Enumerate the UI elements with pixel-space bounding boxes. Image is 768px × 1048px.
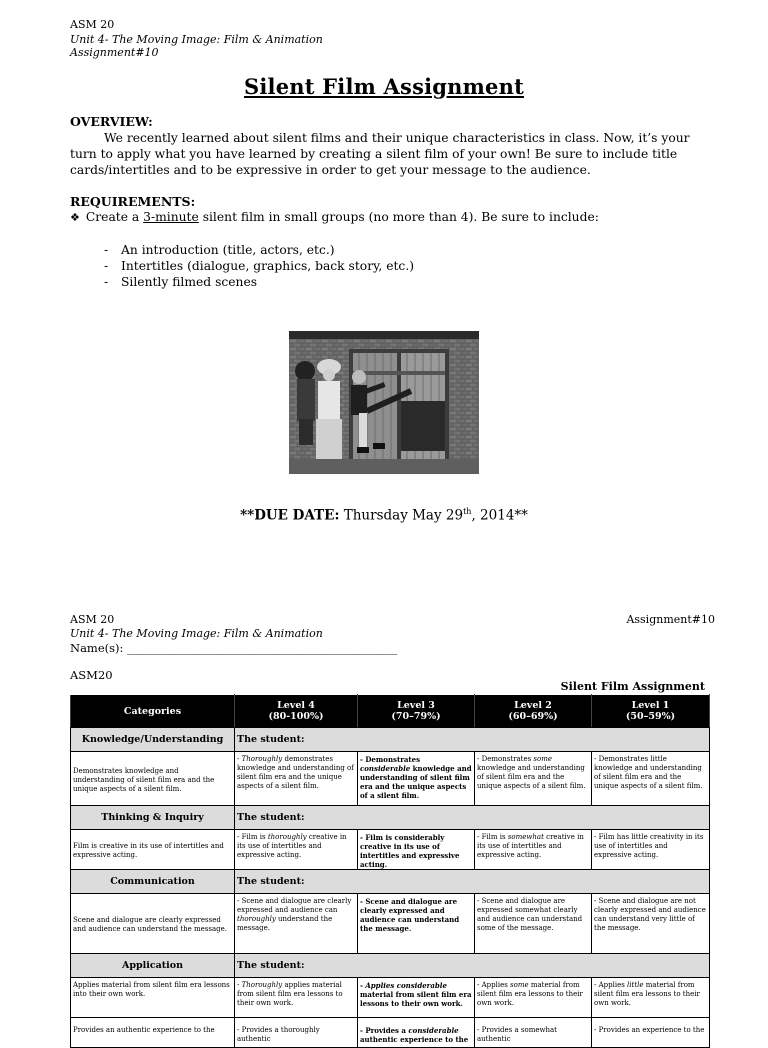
requirement-list xyxy=(104,242,414,290)
silent-film-still-image xyxy=(289,331,479,474)
table-row: Scene and dialogue are clearly expressed and audience can understand the message. - Scene and dialogue are clearly expressed and audience can thoroughly understand the message. - Scene and dialogue are clearly expressed and audience can understand the message. - Scene and dialogue are expressed somewhat clearly and audience can understand some of the message. - Scene and dialogue are not clearly expressed and audience can understand very little of the message. xyxy=(71,894,710,954)
requirement-bullet: ❖ Create a 3-minute silent film in small groups (no more than 4). Be sure to include: xyxy=(70,210,599,224)
column-header: Categories xyxy=(71,695,235,728)
requirements-heading: REQUIREMENTS: xyxy=(70,194,196,209)
category-row: Thinking & Inquiry The student: xyxy=(71,806,710,830)
rubric-table xyxy=(70,694,710,1048)
overview-text: We recently learned about silent films and their unique characteristics in class. Now, it’s your turn to apply what you have learned by creating a silent film of your own! Be sure to include title cards/intertitles and to be expressive in order to get your message to the audience. xyxy=(70,131,690,177)
rubric-header-row xyxy=(71,695,710,728)
table-row: Film is creative in its use of intertitles and expressive acting. - Film is thoroughly creative in its use of intertitles and expressive acting. - Film is considerably creative in its use of intertitles and expressive acting. - Film is somewhat creative in its use of intertitles and expressive acting. - Film has little creativity in its use of intertitles and expressive acting. xyxy=(71,830,710,870)
column-header: Level 3 (70–79%) xyxy=(358,695,475,728)
overview-heading: OVERVIEW: xyxy=(70,114,153,129)
category-row: Application The student: xyxy=(71,954,710,978)
assignment-number: Assignment#10 xyxy=(70,46,159,59)
table-row: Provides an authentic experience to the - Provides a thoroughly authentic - Provides a considerable authentic experience to the - Provides a somewhat authentic - Provides an experience to the xyxy=(71,1018,710,1048)
table-row: Demonstrates knowledge and understanding of silent film era and the unique aspects of a silent film. - Thoroughly demonstrates knowledge and understanding of silent film era and the unique aspects of a silent film. - Demonstrates considerable knowledge and understanding of silent film era and the unique aspects of a silent film. - Demonstrates some knowledge and understanding of silent film era and the unique aspects of a silent film. - Demonstrates little knowledge and understanding of silent film era and the unique aspects of a silent film. xyxy=(71,752,710,806)
unit-title: Unit 4- The Moving Image: Film & Animation xyxy=(70,33,323,46)
names-field: Name(s): _______________________________________________ xyxy=(70,641,398,655)
table-row: Applies material from silent film era lessons into their own work. - Thoroughly applies material from silent film era lessons to their own work. - Applies considerable material from silent film era lessons to their own work. - Applies some material from silent film era lessons to their own work. - Applies little material from silent film era lessons to their own work. xyxy=(71,978,710,1018)
category-row: Communication The student: xyxy=(71,870,710,894)
unit-title-2: Unit 4- The Moving Image: Film & Animation xyxy=(70,627,323,640)
category-row: Knowledge/Understanding The student: xyxy=(71,728,710,752)
course-code: ASM 20 xyxy=(70,18,115,31)
list-item: - Silently filmed scenes xyxy=(104,275,258,289)
course-code-3: ASM20 xyxy=(70,668,113,682)
rubric-title: Silent Film Assignment xyxy=(560,680,705,693)
due-date: **DUE DATE: Thursday May 29th, 2014** xyxy=(240,507,528,524)
column-header: Level 1 (50–59%) xyxy=(592,695,710,728)
list-item: - Intertitles (dialogue, graphics, back story, etc.) xyxy=(104,259,415,273)
diamond-bullet-icon: ❖ xyxy=(70,211,80,224)
list-item: - An introduction (title, actors, etc.) xyxy=(104,243,335,257)
assignment-number-2: Assignment#10 xyxy=(626,613,715,626)
column-header: Level 4 (80-100%) xyxy=(235,695,358,728)
course-code-2: ASM 20 xyxy=(70,613,115,626)
page-title: Silent Film Assignment xyxy=(244,74,524,99)
column-header: Level 2 (60–69%) xyxy=(475,695,592,728)
